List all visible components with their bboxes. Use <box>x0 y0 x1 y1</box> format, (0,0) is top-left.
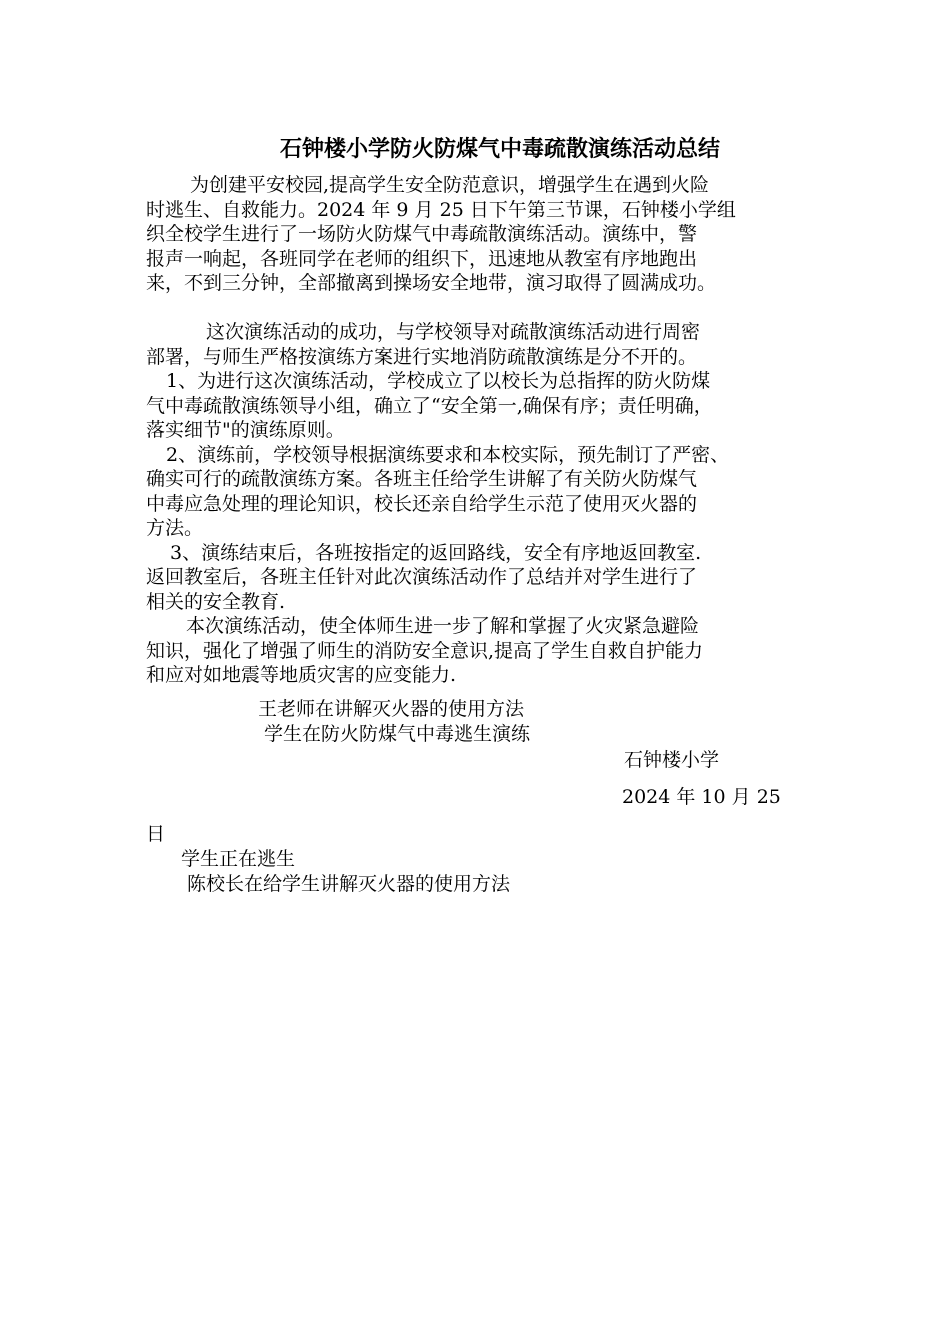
paragraph1-line: 来，不到三分钟，全部撤离到操场安全地带，演习取得了圆满成功。 <box>146 272 717 294</box>
item3-line: 返回教室后，各班主任针对此次演练活动作了总结并对学生进行了 <box>146 566 698 588</box>
item2-line: 中毒应急处理的理论知识，校长还亲自给学生示范了使用灭火器的 <box>146 492 698 515</box>
item3-line: 相关的安全教育. <box>146 590 286 613</box>
paragraph-gap <box>146 296 826 321</box>
paragraph1-line: 织全校学生进行了一场防火防煤气中毒疏散演练活动。演练中，警 <box>146 223 698 245</box>
signature-day: 日 <box>146 823 166 845</box>
item2-line: 方法。 <box>146 517 204 539</box>
item1-line: 1、为进行这次演练活动，学校成立了以校长为总指挥的防火防煤 <box>166 370 711 392</box>
document-title: 石钟楼小学防火防煤气中毒疏散演练活动总结 <box>279 136 720 162</box>
signature-date: 2024 年 10 月 25 <box>622 786 781 808</box>
item1-line: 气中毒疏散演练领导小组，确立了“安全第一,确保有序；责任明确， <box>146 394 713 417</box>
document-body <box>146 173 826 688</box>
signature-school: 石钟楼小学 <box>624 749 720 771</box>
paragraph2-line: 部署，与师生严格按演练方案进行实地消防疏散演练是分不开的。 <box>146 345 698 368</box>
paragraph1-line: 为创建平安校园,提高学生安全防范意识，增强学生在遇到火险 <box>190 174 710 196</box>
paragraph1-line: 报声一响起，各班同学在老师的组织下，迅速地从教室有序地跑出 <box>146 247 698 270</box>
paragraph1-line: 时逃生、自救能力。2024 年 9 月 25 日下午第三节课，石钟楼小学组 <box>146 198 736 221</box>
item2-line: 2、演练前，学校领导根据演练要求和本校实际，预先制订了严密、 <box>166 443 730 466</box>
paragraph2-line: 这次演练活动的成功，与学校领导对疏散演练活动进行周密 <box>206 321 701 343</box>
photo-caption-3: 学生正在逃生 <box>181 848 296 870</box>
item1-line: 落实细节"的演练原则。 <box>146 419 345 441</box>
paragraph3-line: 知识，强化了增强了师生的消防安全意识,提高了学生自救自护能力 <box>146 639 704 662</box>
photo-caption-1: 王老师在讲解灭火器的使用方法 <box>258 698 525 720</box>
item3-line: 3、演练结束后，各班按指定的返回路线，安全有序地返回教室. <box>170 541 702 564</box>
paragraph3-line: 和应对如地震等地质灾害的应变能力. <box>146 664 457 686</box>
paragraph3-line: 本次演练活动，使全体师生进一步了解和掌握了火灾紧急避险 <box>186 615 700 637</box>
photo-caption-2: 学生在防火防煤气中毒逃生演练 <box>264 723 531 745</box>
item2-line: 确实可行的疏散演练方案。各班主任给学生讲解了有关防火防煤气 <box>146 468 698 490</box>
photo-caption-4: 陈校长在给学生讲解灭火器的使用方法 <box>187 873 511 895</box>
